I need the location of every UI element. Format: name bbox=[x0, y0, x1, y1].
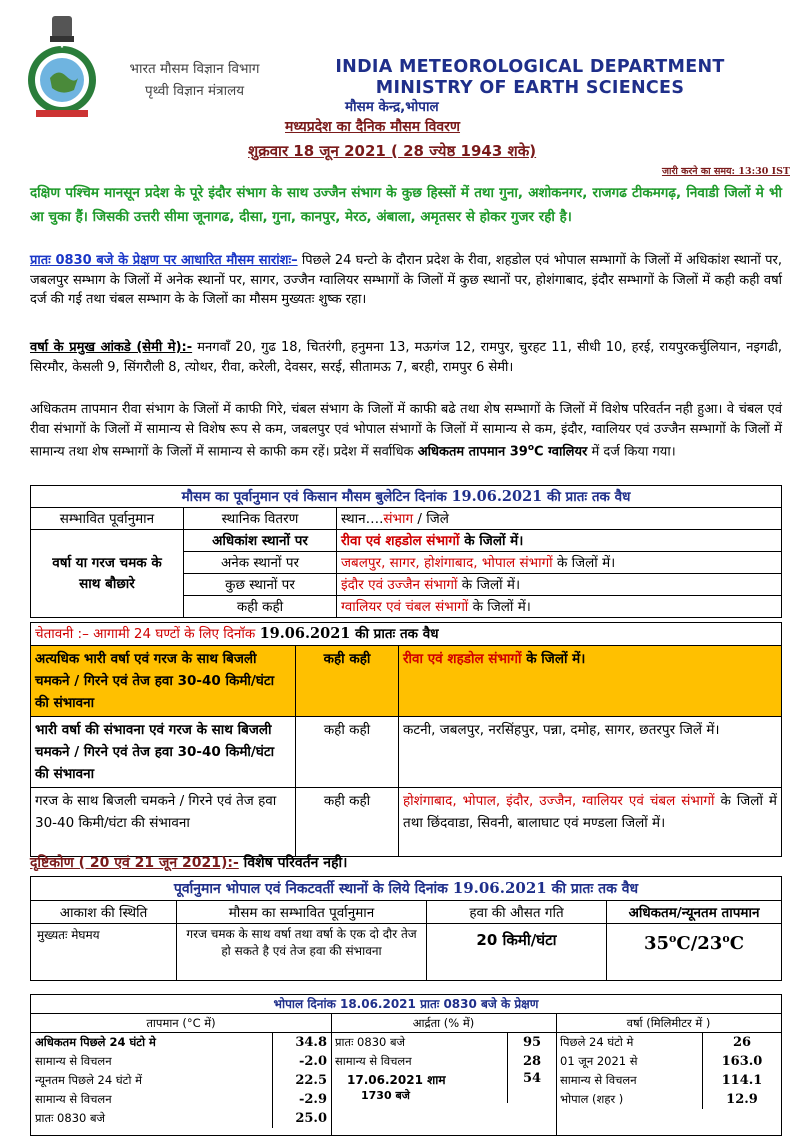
warning-table bbox=[30, 622, 782, 857]
obs-rain-block bbox=[556, 1014, 781, 1135]
bhopal-wind: 20 किमी/घंटा bbox=[427, 924, 607, 981]
issue-time: जारी करने का समय: 13:30 IST bbox=[661, 166, 790, 177]
monsoon-status: दक्षिण पश्चिम मानसून प्रदेश के पूरे इंदौर संभाग के साथ उज्जैन संभाग के कुछ हिस्सों में तथा गुना, अशोकनगर, राजगढ टीकमगढ़, निवाडी जिलों मे भी आ चुका हैं। जिसकी उत्तरी सीमा जूनागढ, दीसा, गुना, कानपुर, मेरठ, अंबाला, अमृतसर से होकर गुजर रही है। bbox=[30, 185, 782, 225]
obs-temp-value: -2.0 bbox=[273, 1052, 332, 1071]
forecast-place-3: इंदौर एवं उज्जैन संभागों के जिलों में। bbox=[337, 574, 782, 596]
forecast-place-2: जबलपुर, सागर, होशंगाबाद, भोपाल संभागों के जिलों में। bbox=[337, 552, 782, 574]
warning-freq-2: कही कही bbox=[296, 717, 399, 788]
report-date: शुक्रवार 18 जून 2021 ( 28 ज्येष्ठ 1943 शके) bbox=[248, 142, 537, 160]
bhopal-temp: 35$^o$C/23$^o$C bbox=[607, 924, 782, 981]
forecast-col-header-1: सम्भावित पूर्वानुमान bbox=[31, 508, 184, 530]
imd-logo bbox=[22, 12, 102, 122]
degree-symbol: o bbox=[527, 443, 534, 454]
forecast-place-4: ग्वालियर एवं चंबल संभागों के जिलों में। bbox=[337, 596, 782, 618]
bhopal-header-weather: मौसम का सम्भावित पूर्वानुमान bbox=[177, 901, 427, 924]
hindi-dept-line1: भारत मौसम विज्ञान विभाग bbox=[129, 61, 260, 77]
bhopal-header-wind: हवा की औसत गति bbox=[427, 901, 607, 924]
summary-heading: प्रातः 0830 बजे के प्रेक्षण पर आधारित मौसम सारांशः– bbox=[30, 253, 298, 268]
hindi-dept-line2: पृथ्वी विज्ञान मंत्रालय bbox=[144, 83, 245, 99]
warning-title: चेतावनी :– आगामी 24 घण्टों के लिए दिनॉक 19.06.2021 की प्रातः तक वैध bbox=[31, 623, 782, 646]
temp-summary-text: अधिकतम तापमान रीवा संभाग के जिलों में काफी गिरे, चंबल संभाग के जिलों में काफी बढे तथा शेष सम्भागों के जिलों में विशेष परिवर्तन नही हुआ। वे चंबल एवं रीवा संभागों के जिलों में सामान्य से विशेष रूप से कम, जबलपुर एवं भोपाल संभागों के जिलों में सामान्य से कम, इंदौर, ग्वालियर एवं उज्जैन सम्भागों के जिलों में सामान्य तथा शेष सम्भागों के जिलों में सामान्य से काफी कम रहें। प्रदेश में सर्वाधिक bbox=[30, 402, 782, 460]
warning-desc-1: अत्यधिक भारी वर्षा एवं गरज के साथ बिजली चमकने / गिरने एवं तेज हवा 30-40 किमी/घंटा की संभावना bbox=[31, 646, 296, 717]
obs-temp-value: -2.9 bbox=[273, 1090, 332, 1109]
report-title: मध्यप्रदेश का दैनिक मौसम विवरण bbox=[285, 119, 461, 135]
english-dept-line2: MINISTRY OF EARTH SCIENCES bbox=[375, 78, 685, 98]
forecast-dist-2: अनेक स्थानों पर bbox=[184, 552, 337, 574]
warning-title-date: 19.06.2021 bbox=[259, 625, 351, 642]
observation-box bbox=[30, 994, 782, 1136]
obs-rain-value: 12.9 bbox=[703, 1090, 782, 1109]
english-dept-line1: INDIA METEOROLOGICAL DEPARTMENT bbox=[335, 57, 725, 77]
forecast-category: वर्षा या गरज चमक के साथ बौछारे bbox=[31, 530, 184, 618]
warning-desc-2: भारी वर्षा की संभावना एवं गरज के साथ बिजली चमकने / गिरने एवं तेज हवा 30-40 किमी/घंटा की संभावना bbox=[31, 717, 296, 788]
obs-rain-table: पिछले 24 घंटो मे 26 01 जून 2021 से 163.0 सामान्य से विचलन 114.1 भोपाल (शहर ) 12.9 bbox=[556, 1033, 781, 1109]
temp-summary-bold: अधिकतम तापमान 39 bbox=[417, 444, 528, 460]
obs-temp-block bbox=[31, 1014, 332, 1135]
obs-temp-value: 34.8 bbox=[273, 1033, 332, 1052]
obs-temp-value: 22.5 bbox=[273, 1071, 332, 1090]
bhopal-forecast-table bbox=[30, 876, 782, 981]
forecast-title-post: की प्रातः तक वैध bbox=[542, 489, 631, 505]
forecast-col-header-3: स्थान….संभाग / जिले bbox=[337, 508, 782, 530]
outlook-label: दृष्टिकोण ( 20 एवं 21 जून 2021):- bbox=[30, 855, 239, 871]
temp-summary-tail: में दर्ज किया गया। bbox=[587, 444, 676, 460]
forecast-table-title bbox=[31, 486, 782, 508]
english-dept-name bbox=[310, 56, 750, 98]
forecast-dist-1: अधिकांश स्थानों पर bbox=[184, 530, 337, 552]
rainfall-heading: वर्षा के प्रमुख आंकडे (सेमी मे):- bbox=[30, 340, 193, 355]
warning-freq-3: कही कही bbox=[296, 788, 399, 857]
obs-humidity-value: 54 bbox=[508, 1071, 557, 1103]
observation-title: भोपाल दिनांक 18.06.2021 प्रातः 0830 बजे के प्रेक्षण bbox=[31, 995, 781, 1014]
obs-rain-heading: वर्षा (मिलिमीटर में ) bbox=[556, 1014, 781, 1033]
obs-humidity-heading: आर्द्रता (% में) bbox=[331, 1014, 556, 1033]
obs-humidity-value: 28 bbox=[508, 1052, 557, 1071]
bhopal-temp-max: 35 bbox=[643, 933, 670, 954]
centre-name: मौसम केन्द्र,भोपाल bbox=[345, 99, 439, 115]
forecast-col-header-2: स्थानिक वितरण bbox=[184, 508, 337, 530]
warning-place-2: कटनी, जबलपुर, नरसिंहपुर, पन्ना, दमोह, सागर, छतरपुर जिलें में। bbox=[399, 717, 782, 788]
obs-temp-heading: तापमान (°C में) bbox=[31, 1014, 331, 1033]
svg-text:★: ★ bbox=[59, 44, 65, 50]
emblem-icon bbox=[50, 16, 74, 42]
forecast-table bbox=[30, 485, 782, 618]
warning-desc-3: गरज के साथ बिजली चमकने / गिरने एवं तेज हवा 30-40 किमी/घंटा की संभावना bbox=[31, 788, 296, 857]
outlook-text: विशेष परिवर्तन नही। bbox=[238, 855, 348, 871]
forecast-dist-4: कही कही bbox=[184, 596, 337, 618]
rainfall-text: मनगवॉं 20, गुढ 18, चितरंगी, हनुमना 13, मऊगंज 12, रामपुर, चुरहट 11, सीधी 10, हरई, रायपुरकर्चुलियान, नइगढी, सिरमौर, केसली 9, सिंगरौली 8, त्योथर, रीवा, करेली, देवसर, सरई, सीतामऊ 7, बरही, रामपुर 6 सेमी। bbox=[30, 340, 783, 375]
bhopal-header-sky: आकाश की स्थिति bbox=[31, 901, 177, 924]
obs-temp-table: अधिकतम पिछले 24 घंटो मे 34.8 सामान्य से विचलन -2.0 न्यूनतम पिछले 24 घंटो में 22.5 सामान्य से विचलन -2.9 प्रातः 0830 बजे 25.0 bbox=[31, 1033, 331, 1128]
weather-summary bbox=[30, 251, 782, 310]
rainfall-figures bbox=[30, 338, 782, 377]
forecast-dist-3: कुछ स्थानों पर bbox=[184, 574, 337, 596]
obs-rain-value: 26 bbox=[703, 1033, 782, 1052]
temperature-summary bbox=[30, 400, 782, 462]
obs-humidity-table: प्रातः 0830 बजे 95 सामान्य से विचलन 28 17.06.2021 शाम 1730 बजे 54 bbox=[331, 1033, 556, 1103]
obs-temp-value: 25.0 bbox=[273, 1109, 332, 1128]
warning-freq-1: कही कही bbox=[296, 646, 399, 717]
bhopal-header-temp: अधिकतम/न्यूनतम तापमान bbox=[607, 901, 782, 924]
warning-place-1: रीवा एवं शहडोल संभागों के जिलों में। bbox=[399, 646, 782, 717]
obs-humidity-value: 95 bbox=[508, 1033, 557, 1052]
obs-rain-value: 163.0 bbox=[703, 1052, 782, 1071]
hindi-dept-name bbox=[112, 58, 277, 102]
forecast-title-pre: मौसम का पूर्वानुमान एवं किसान मौसम बुलेटिन दिनांक bbox=[181, 489, 452, 505]
warning-place-3: होशंगाबाद, भोपाल, इंदौर, उज्जैन, ग्वालियर एवं चंबल संभागों के जिलों में तथा छिंदवाडा, सिवनी, बालाघाट एवं मण्डला जिलों में। bbox=[399, 788, 782, 857]
temp-summary-station: C ग्वालियर bbox=[534, 444, 588, 460]
obs-humidity-block bbox=[331, 1014, 557, 1135]
summary-text: पिछले 24 घन्टो के दौरान प्रदेश के रीवा, शहडोल एवं भोपाल सम्भागों के जिलों में अधिकांश स्थानों पर, जबलपुर सम्भाग के जिलों में अनेक स्थानों पर, सागर, उज्जैन ग्वालियर सम्भागों के जिलों में कुछ स्थानों पर, होशंगाबाद, इंदौर सम्भागों के जिलों में कही कही वर्षा दर्ज की गई तथा चंबल सम्भाग के के जिलों का मौसम मुख्यतः शुष्क रहा। bbox=[30, 253, 783, 308]
obs-rain-value: 114.1 bbox=[703, 1071, 782, 1090]
forecast-place-1: रीवा एवं शहडोल संभागों के जिलों में। bbox=[337, 530, 782, 552]
forecast-title-date: 19.06.2021 bbox=[451, 488, 543, 505]
bhopal-sky: मुख्यतः मेघमय bbox=[31, 924, 177, 981]
outlook bbox=[30, 853, 347, 872]
bhopal-temp-min: 23 bbox=[697, 933, 723, 954]
bhopal-weather: गरज चमक के साथ वर्षा तथा वर्षा के एक दो दौर तेज हो सकते है एवं तेज हवा की संभावना bbox=[177, 924, 427, 981]
bhopal-forecast-title: पूर्वानुमान भोपाल एवं निकटवर्ती स्थानों के लिये दिनांक 19.06.2021 की प्रातः तक वैध bbox=[31, 877, 782, 901]
